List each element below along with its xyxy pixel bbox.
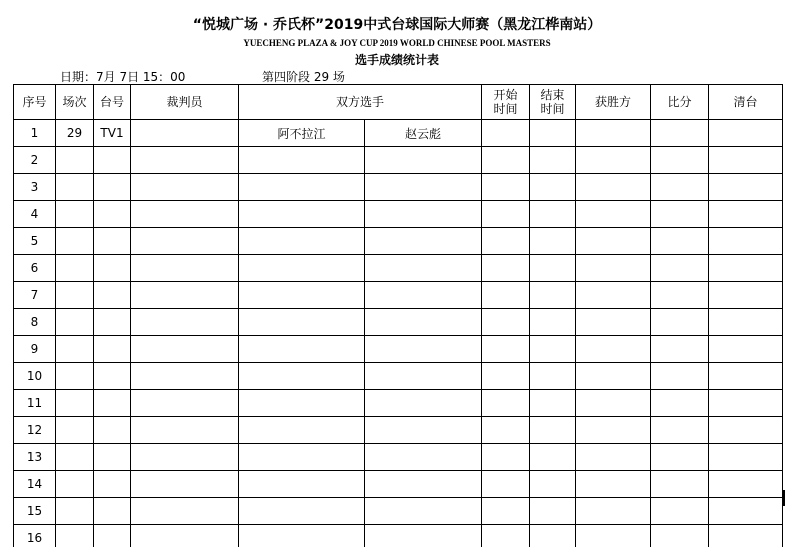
col-header-score: 比分 (651, 85, 709, 120)
cell-score (651, 282, 709, 309)
cell-match (56, 282, 94, 309)
col-header-start: 开始 时间 (482, 85, 530, 120)
cell-player-b (365, 363, 482, 390)
cell-table (94, 309, 131, 336)
cell-clearance (709, 363, 783, 390)
cell-referee (131, 444, 239, 471)
cell-score (651, 417, 709, 444)
col-header-end: 结束 时间 (530, 85, 576, 120)
cell-player-b (365, 174, 482, 201)
cell-end (530, 498, 576, 525)
cell-no: 7 (14, 282, 56, 309)
cell-score (651, 471, 709, 498)
col-header-table: 台号 (94, 85, 131, 120)
cell-end (530, 255, 576, 282)
cell-clearance (709, 471, 783, 498)
page-subtitle: YUECHENG PLAZA & JOY CUP 2019 WORLD CHINESE POOL MASTERS (243, 38, 551, 48)
cell-player-a (239, 282, 365, 309)
table-row (14, 417, 783, 444)
cell-end (530, 201, 576, 228)
cell-match (56, 471, 94, 498)
cell-referee (131, 174, 239, 201)
cell-end (530, 390, 576, 417)
cell-end (530, 444, 576, 471)
cell-clearance (709, 336, 783, 363)
cell-clearance (709, 417, 783, 444)
cell-no: 11 (14, 390, 56, 417)
cell-score (651, 120, 709, 147)
cell-match (56, 498, 94, 525)
cell-table (94, 390, 131, 417)
cell-score (651, 174, 709, 201)
cell-table (94, 471, 131, 498)
cell-score (651, 255, 709, 282)
cell-table (94, 282, 131, 309)
cell-end (530, 309, 576, 336)
cell-clearance (709, 174, 783, 201)
cell-clearance (709, 309, 783, 336)
match-date: 日期：7月 7日 15：00 (60, 70, 186, 84)
cell-match (56, 336, 94, 363)
cell-end (530, 228, 576, 255)
cell-start (482, 390, 530, 417)
cell-winner (576, 417, 651, 444)
cell-end (530, 147, 576, 174)
cell-player-a (239, 390, 365, 417)
cell-player-a (239, 147, 365, 174)
cell-clearance (709, 228, 783, 255)
table-row (14, 363, 783, 390)
cell-start (482, 309, 530, 336)
cell-match (56, 255, 94, 282)
cell-start (482, 147, 530, 174)
cell-clearance (709, 255, 783, 282)
cell-referee (131, 390, 239, 417)
cell-player-a (239, 336, 365, 363)
cell-table (94, 417, 131, 444)
cell-score (651, 309, 709, 336)
cell-winner (576, 282, 651, 309)
cell-player-a (239, 201, 365, 228)
cell-start (482, 255, 530, 282)
cell-match (56, 444, 94, 471)
cell-start (482, 417, 530, 444)
table-row (14, 336, 783, 363)
cell-table: TV1 (94, 120, 131, 147)
cell-player-b (365, 336, 482, 363)
cell-score (651, 336, 709, 363)
cell-start (482, 174, 530, 201)
match-stage: 第四阶段 29 场 (262, 70, 345, 84)
cell-table (94, 174, 131, 201)
cell-start (482, 471, 530, 498)
cell-start (482, 498, 530, 525)
table-row (14, 147, 783, 174)
cell-score (651, 498, 709, 525)
cell-player-a (239, 498, 365, 525)
table-row (14, 228, 783, 255)
cell-score (651, 444, 709, 471)
cell-player-b (365, 444, 482, 471)
cell-referee (131, 363, 239, 390)
cell-no: 15 (14, 498, 56, 525)
cell-no: 3 (14, 174, 56, 201)
cell-match (56, 147, 94, 174)
cell-no: 16 (14, 525, 56, 551)
cell-start (482, 201, 530, 228)
cell-score (651, 228, 709, 255)
table-row (14, 255, 783, 282)
cell-start (482, 336, 530, 363)
cell-match (56, 174, 94, 201)
cell-winner (576, 309, 651, 336)
cell-clearance (709, 147, 783, 174)
cell-player-a: 阿不拉江 (239, 120, 365, 147)
cell-referee (131, 255, 239, 282)
page-bottom-edge (0, 547, 794, 551)
cell-player-b (365, 498, 482, 525)
sheet-heading: 选手成绩统计表 (354, 53, 439, 67)
cell-match (56, 309, 94, 336)
cell-winner (576, 390, 651, 417)
cell-score (651, 363, 709, 390)
cell-no: 9 (14, 336, 56, 363)
table-row (14, 390, 783, 417)
cell-end (530, 174, 576, 201)
cell-player-a (239, 444, 365, 471)
cell-table (94, 201, 131, 228)
col-header-winner: 获胜方 (576, 85, 651, 120)
col-header-referee: 裁判员 (131, 85, 239, 120)
cell-match (56, 417, 94, 444)
cell-no: 13 (14, 444, 56, 471)
page-title: “悦城广场 · 乔氏杯”2019中式台球国际大师赛（黑龙江桦南站） (192, 17, 602, 33)
cell-end (530, 363, 576, 390)
cell-clearance (709, 498, 783, 525)
cell-end (530, 417, 576, 444)
col-header-match: 场次 (56, 85, 94, 120)
cell-referee (131, 282, 239, 309)
cell-match: 29 (56, 120, 94, 147)
cell-score (651, 147, 709, 174)
cell-end (530, 336, 576, 363)
cell-winner (576, 147, 651, 174)
cell-winner (576, 498, 651, 525)
cell-clearance (709, 444, 783, 471)
cell-referee (131, 498, 239, 525)
cell-match (56, 363, 94, 390)
cell-match (56, 201, 94, 228)
cell-player-b (365, 417, 482, 444)
cell-end (530, 471, 576, 498)
cell-winner (576, 174, 651, 201)
cell-no: 10 (14, 363, 56, 390)
col-header-no: 序号 (14, 85, 56, 120)
cell-score (651, 201, 709, 228)
page-edge-mark (783, 490, 785, 506)
cell-winner (576, 444, 651, 471)
cell-player-b (365, 309, 482, 336)
cell-no: 4 (14, 201, 56, 228)
cell-player-b (365, 471, 482, 498)
cell-winner (576, 471, 651, 498)
col-header-clearance: 清台 (709, 85, 783, 120)
cell-no: 8 (14, 309, 56, 336)
cell-end (530, 120, 576, 147)
cell-player-a (239, 255, 365, 282)
cell-start (482, 444, 530, 471)
cell-winner (576, 363, 651, 390)
cell-clearance (709, 201, 783, 228)
cell-winner (576, 228, 651, 255)
cell-player-a (239, 228, 365, 255)
cell-start (482, 363, 530, 390)
table-row (14, 498, 783, 525)
cell-referee (131, 228, 239, 255)
cell-player-a (239, 471, 365, 498)
cell-clearance (709, 390, 783, 417)
cell-player-b: 赵云彪 (365, 120, 482, 147)
cell-player-b (365, 282, 482, 309)
table-row (14, 120, 783, 147)
cell-referee (131, 120, 239, 147)
cell-no: 1 (14, 120, 56, 147)
cell-winner (576, 255, 651, 282)
cell-end (530, 282, 576, 309)
cell-referee (131, 309, 239, 336)
col-header-players: 双方选手 (239, 85, 482, 120)
cell-score (651, 390, 709, 417)
cell-match (56, 228, 94, 255)
cell-referee (131, 417, 239, 444)
table-row (14, 201, 783, 228)
cell-table (94, 228, 131, 255)
cell-player-a (239, 363, 365, 390)
table-row (14, 309, 783, 336)
cell-player-b (365, 201, 482, 228)
cell-clearance (709, 120, 783, 147)
cell-referee (131, 201, 239, 228)
cell-table (94, 336, 131, 363)
cell-player-b (365, 228, 482, 255)
cell-no: 5 (14, 228, 56, 255)
cell-table (94, 444, 131, 471)
cell-no: 12 (14, 417, 56, 444)
cell-start (482, 120, 530, 147)
table-row (14, 282, 783, 309)
table-header-row (14, 85, 783, 120)
results-table (13, 84, 783, 551)
cell-no: 6 (14, 255, 56, 282)
cell-table (94, 363, 131, 390)
cell-referee (131, 336, 239, 363)
cell-table (94, 147, 131, 174)
cell-referee (131, 471, 239, 498)
cell-player-a (239, 309, 365, 336)
cell-match (56, 390, 94, 417)
cell-player-a (239, 174, 365, 201)
cell-winner (576, 201, 651, 228)
cell-no: 2 (14, 147, 56, 174)
cell-winner (576, 120, 651, 147)
cell-start (482, 282, 530, 309)
cell-player-a (239, 417, 365, 444)
cell-no: 14 (14, 471, 56, 498)
table-row (14, 471, 783, 498)
cell-player-b (365, 147, 482, 174)
cell-player-b (365, 390, 482, 417)
cell-winner (576, 336, 651, 363)
table-row (14, 174, 783, 201)
table-row (14, 444, 783, 471)
cell-referee (131, 147, 239, 174)
cell-table (94, 255, 131, 282)
cell-start (482, 228, 530, 255)
cell-player-b (365, 255, 482, 282)
cell-clearance (709, 282, 783, 309)
cell-table (94, 498, 131, 525)
